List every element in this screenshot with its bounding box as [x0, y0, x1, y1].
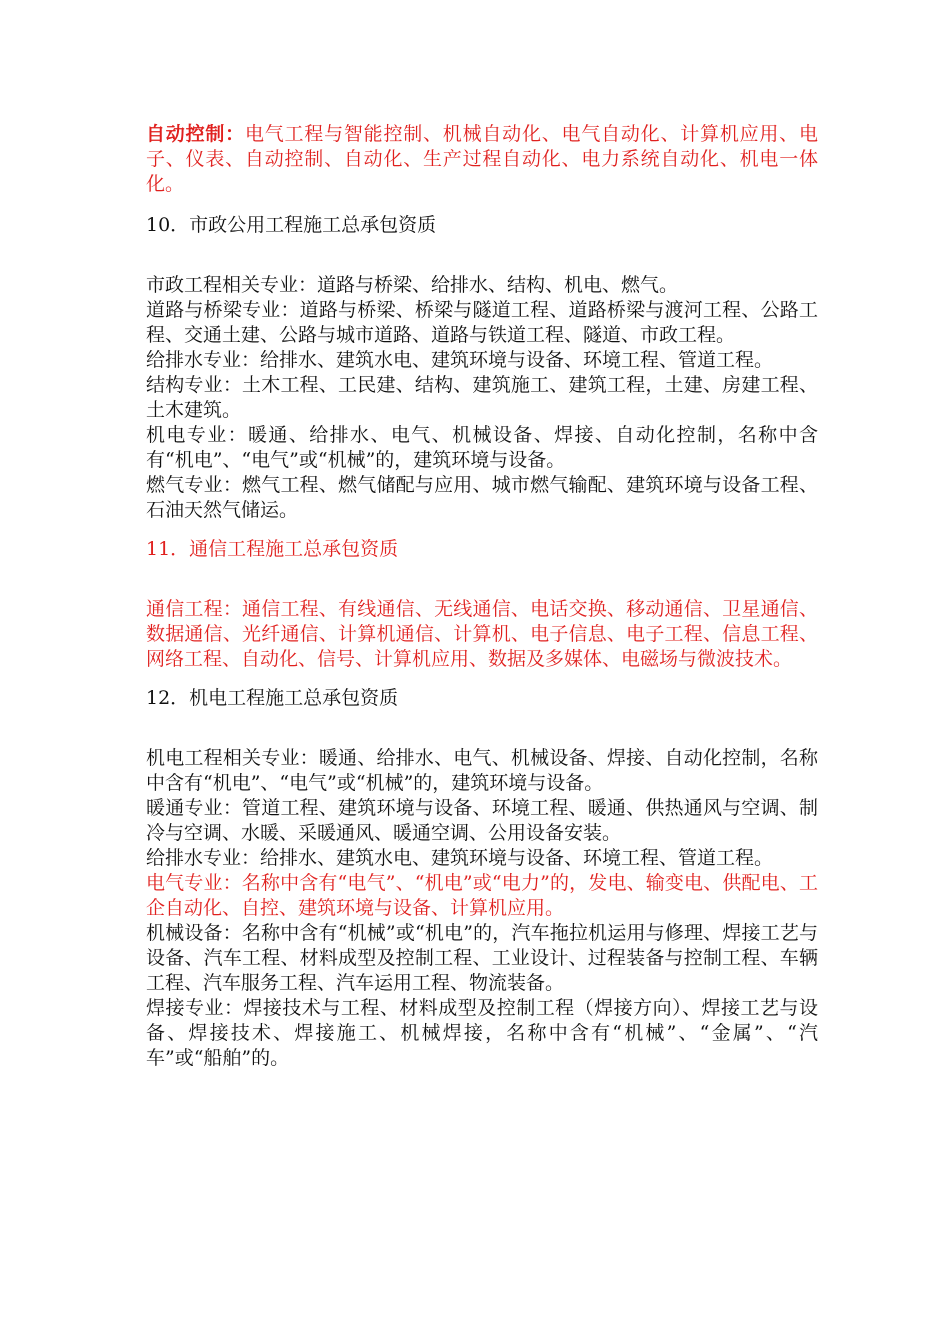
- section-12-line-6: 焊接专业：焊接技术与工程、材料成型及控制工程（焊接方向）、焊接工艺与设备、焊接技术、焊接施工、机械焊接，名称中含有“机械”、“金属”、“汽车”或“船舶”的。: [146, 997, 818, 1069]
- spacer: [146, 716, 818, 746]
- section-10-line-5: 机电专业：暖通、给排水、电气、机械设备、焊接、自动化控制，名称中含有“机电”、“电气”或“机械”的，建筑环境与设备。: [146, 424, 818, 471]
- section-10-line-6: 燃气专业：燃气工程、燃气储配与应用、城市燃气输配、建筑环境与设备工程、石油天然气储运。: [146, 474, 818, 521]
- section-11-text: 通信工程：通信工程、有线通信、无线通信、电话交换、移动通信、卫星通信、数据通信、光纤通信、计算机通信、计算机、电子信息、电子工程、信息工程、网络工程、自动化、信号、计算机应用、数据及多媒体、电磁场与微波技术。: [146, 598, 818, 670]
- section-10-line-1: 市政工程相关专业：道路与桥梁、给排水、结构、机电、燃气。: [146, 274, 679, 296]
- section-12-line-5: 机械设备：名称中含有“机械”或“机电”的，汽车拖拉机运用与修理、焊接工艺与设备、汽车工程、材料成型及控制工程、工业设计、过程装备与控制工程、车辆工程、汽车服务工程、汽车运用工程、物流装备。: [146, 922, 818, 994]
- auto-control-text: 电气工程与智能控制、机械自动化、电气自动化、计算机应用、电子、仪表、自动控制、自动化、生产过程自动化、电力系统自动化、机电一体化。: [146, 123, 818, 195]
- section-12-electrical-line: 电气专业：名称中含有“电气”、“机电”或“电力”的，发电、输变电、供配电、工企自动化、自控、建筑环境与设备、计算机应用。: [146, 872, 818, 919]
- section-10-line-2: 道路与桥梁专业：道路与桥梁、桥梁与隧道工程、道路桥梁与渡河工程、公路工程、交通土建、公路与城市道路、道路与铁道工程、隧道、市政工程。: [146, 299, 818, 346]
- section-12-line-3: 给排水专业：给排水、建筑水电、建筑环境与设备、环境工程、管道工程。: [146, 847, 774, 869]
- section-12-line-1: 机电工程相关专业：暖通、给排水、电气、机械设备、焊接、自动化控制，名称中含有“机电”、“电气”或“机械”的，建筑环境与设备。: [146, 747, 818, 794]
- section-10-heading: 10．市政公用工程施工总承包资质: [146, 214, 437, 236]
- document-page: [146, 122, 818, 1071]
- auto-control-paragraph: [146, 122, 818, 197]
- section-11-heading: 11．通信工程施工总承包资质: [146, 538, 399, 560]
- spacer: [146, 243, 818, 273]
- spacer: [146, 567, 818, 597]
- section-12-heading: 12．机电工程施工总承包资质: [146, 687, 399, 709]
- section-10-line-3: 给排水专业：给排水、建筑水电、建筑环境与设备、环境工程、管道工程。: [146, 349, 774, 371]
- auto-control-label: 自动控制：: [146, 123, 245, 145]
- section-12-line-2: 暖通专业：管道工程、建筑环境与设备、环境工程、暖通、供热通风与空调、制冷与空调、水暖、采暖通风、暖通空调、公用设备安装。: [146, 797, 818, 844]
- section-10-line-4: 结构专业：土木工程、工民建、结构、建筑施工、建筑工程，土建、房建工程、土木建筑。: [146, 374, 818, 421]
